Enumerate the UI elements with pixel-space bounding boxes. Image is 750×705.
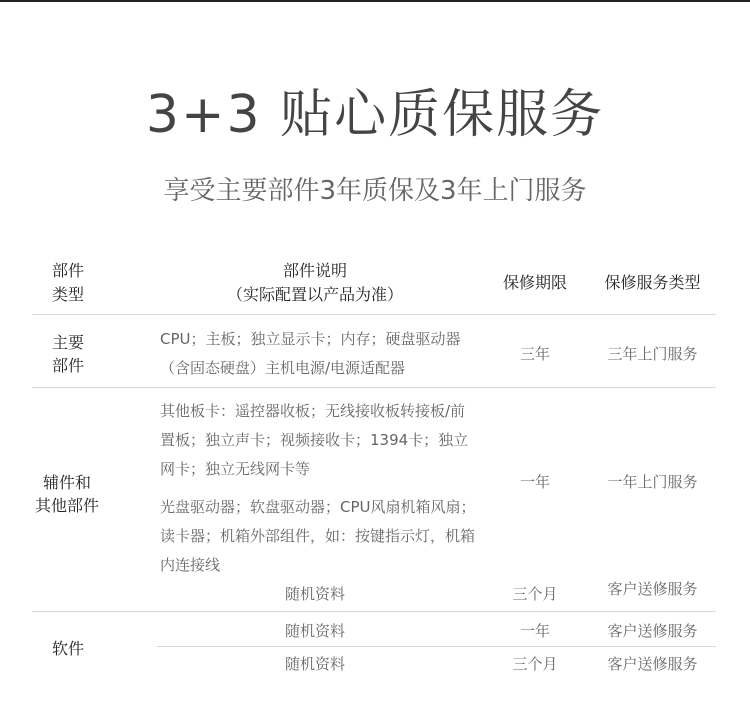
aux-type-line2: 其他部件 <box>34 496 99 515</box>
aux-docs-period: 三个月 <box>512 585 558 603</box>
aux-desc2-line1: 光盘驱动器；软盘驱动器；CPU风扇机箱风扇； <box>160 498 476 516</box>
header-service: 保修服务类型 <box>604 273 701 292</box>
page-subtitle: 享受主要部件3年质保及3年上门服务 <box>163 176 587 206</box>
header-type-line1: 部件 <box>51 261 84 280</box>
aux-period: 一年 <box>519 473 550 491</box>
header-period: 保修期限 <box>502 273 567 292</box>
top-border-line <box>0 0 750 2</box>
software-r1-service: 客户送修服务 <box>607 622 698 640</box>
aux-desc2-line3: 内连接线 <box>160 556 221 574</box>
header-divider <box>32 314 716 315</box>
aux-desc2-line2: 读卡器；机箱外部组件，如：按键指示灯，机箱 <box>160 527 476 545</box>
header-desc-line1: 部件说明 <box>282 261 347 280</box>
aux-docs-service: 客户送修服务 <box>607 580 698 598</box>
header-desc-line2: （实际配置以产品为准） <box>226 285 403 304</box>
software-subdivider <box>157 646 716 647</box>
main-divider <box>32 387 716 388</box>
software-type: 软件 <box>51 639 84 658</box>
main-desc-line1: CPU；主板；独立显示卡；内存；硬盘驱动器 <box>160 330 461 348</box>
software-r1-period: 一年 <box>519 622 550 640</box>
header-type-line2: 类型 <box>51 285 84 304</box>
aux-desc1-line1: 其他板卡：遥控器收板；无线接收板转接板/前 <box>160 402 466 420</box>
software-r2-period: 三个月 <box>512 655 558 673</box>
software-r1-desc: 随机资料 <box>284 622 345 640</box>
software-r2-service: 客户送修服务 <box>607 655 698 673</box>
page-title: 3+3 贴心质保服务 <box>145 85 605 145</box>
main-type-line1: 主要 <box>51 333 84 352</box>
aux-type-line1: 辅件和 <box>42 473 91 492</box>
aux-service: 一年上门服务 <box>607 473 698 491</box>
software-r2-desc: 随机资料 <box>284 655 345 673</box>
aux-desc1-line3: 网卡；独立无线网卡等 <box>160 460 311 478</box>
aux-desc1-line2: 置板；独立声卡；视频接收卡；1394卡；独立 <box>160 431 469 449</box>
main-service: 三年上门服务 <box>607 345 698 363</box>
aux-divider <box>32 611 716 612</box>
main-type-line2: 部件 <box>51 356 84 375</box>
aux-docs-desc: 随机资料 <box>284 585 345 603</box>
main-desc-line2: （含固态硬盘）主机电源/电源适配器 <box>160 359 406 377</box>
main-period: 三年 <box>519 345 550 363</box>
